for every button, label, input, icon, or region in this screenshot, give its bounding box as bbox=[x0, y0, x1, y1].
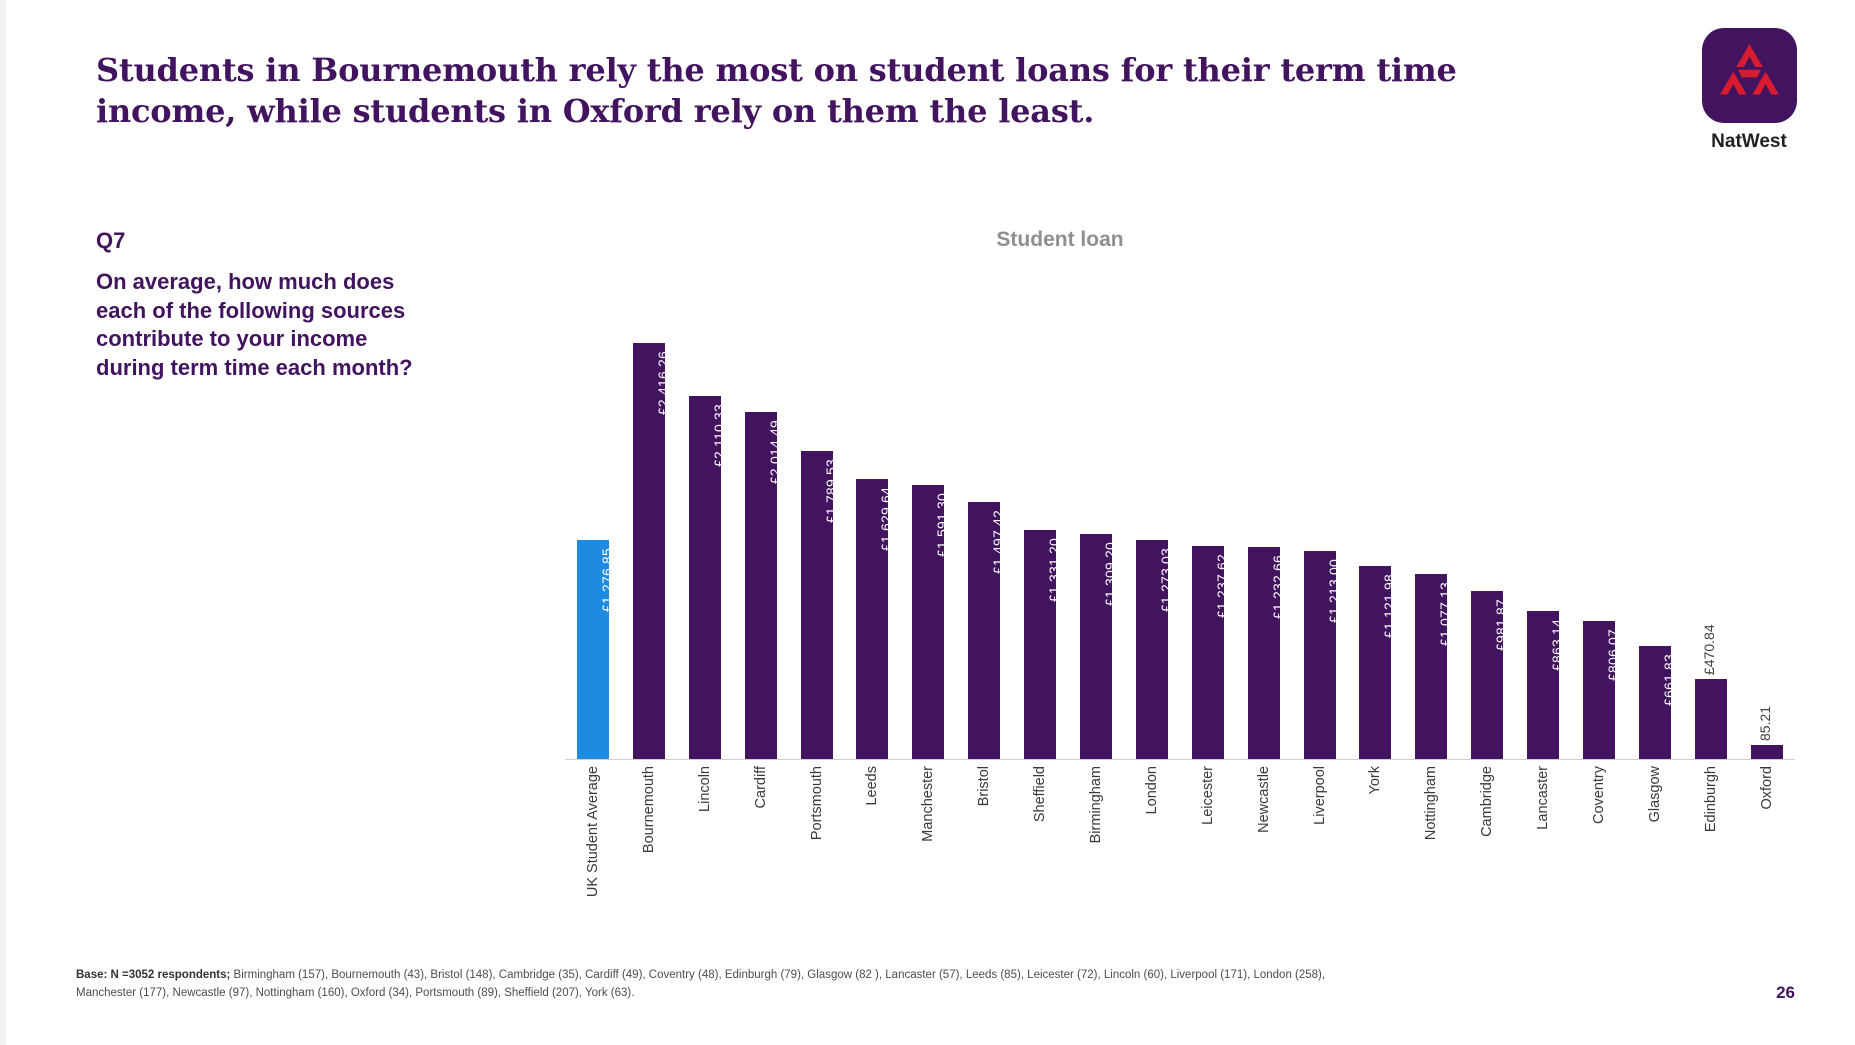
bar bbox=[1080, 534, 1118, 760]
bar-column bbox=[677, 320, 733, 760]
bar-column bbox=[1459, 320, 1515, 760]
category-label bbox=[565, 762, 621, 992]
bar-value-label: £1,331.20 bbox=[1046, 538, 1063, 603]
bar bbox=[856, 479, 895, 760]
bar-column bbox=[733, 320, 789, 760]
slide-left-edge bbox=[0, 0, 6, 1045]
bar-value-label: £1,309.20 bbox=[1101, 542, 1118, 607]
category-label-text: Edinburgh bbox=[1702, 766, 1719, 833]
bar bbox=[1527, 611, 1566, 760]
bar-column bbox=[1627, 320, 1683, 760]
bar-value-label: £1,629.64 bbox=[878, 486, 895, 551]
bar-column bbox=[1571, 320, 1627, 760]
category-label-text: London bbox=[1143, 766, 1160, 815]
bar bbox=[1751, 706, 1783, 760]
chart-axis-line bbox=[565, 759, 1795, 760]
category-label bbox=[733, 762, 789, 992]
bar-column bbox=[1124, 320, 1180, 760]
bar-value-label: £1,273.03 bbox=[1157, 548, 1174, 613]
bar-column bbox=[956, 320, 1012, 760]
bar bbox=[1639, 646, 1677, 760]
category-label-text: Bristol bbox=[976, 766, 993, 807]
bar bbox=[801, 451, 839, 760]
bar bbox=[1024, 530, 1063, 760]
bar bbox=[1583, 621, 1621, 760]
category-label bbox=[1459, 762, 1515, 992]
category-label-text: Coventry bbox=[1590, 766, 1607, 825]
category-label bbox=[1683, 762, 1739, 992]
bar-column bbox=[1012, 320, 1068, 760]
bar-value-label: £1,232.66 bbox=[1269, 555, 1286, 620]
category-label-text: Bournemouth bbox=[640, 766, 657, 854]
bar bbox=[1136, 540, 1174, 760]
category-label-text: Lancaster bbox=[1535, 766, 1552, 830]
bar-value-label: 85.21 bbox=[1756, 706, 1773, 742]
bar-value-label: £2,110.33 bbox=[710, 403, 727, 467]
bar bbox=[968, 502, 1007, 760]
category-label-text: Glasgow bbox=[1646, 766, 1663, 823]
bar-value-label: £2,416.26 bbox=[654, 351, 671, 416]
bar-column bbox=[1515, 320, 1571, 760]
bar-column bbox=[621, 320, 677, 760]
question-number: Q7 bbox=[96, 228, 126, 253]
category-label-text: Lincoln bbox=[696, 766, 713, 812]
bar-column bbox=[900, 320, 956, 760]
bar bbox=[1192, 546, 1230, 760]
bar-column bbox=[789, 320, 845, 760]
category-label-text: Portsmouth bbox=[808, 766, 825, 841]
category-label-text: Liverpool bbox=[1311, 766, 1328, 825]
natwest-cube-icon bbox=[1702, 28, 1797, 123]
category-label-text: York bbox=[1367, 766, 1384, 795]
category-label-text: Manchester bbox=[920, 766, 937, 842]
question-block bbox=[96, 228, 426, 382]
category-label-text: UK Student Average bbox=[584, 766, 601, 898]
category-label bbox=[1515, 762, 1571, 992]
brand-logo bbox=[1695, 28, 1803, 153]
category-label bbox=[900, 762, 956, 992]
bar bbox=[1471, 591, 1510, 760]
bar-column bbox=[1068, 320, 1124, 760]
footnote-base-label: Base: N =3052 respondents; bbox=[76, 969, 231, 982]
category-label-text: Oxford bbox=[1758, 766, 1775, 810]
category-label bbox=[1236, 762, 1292, 992]
category-label bbox=[1180, 762, 1236, 992]
category-label-text: Newcastle bbox=[1255, 766, 1272, 833]
chart-title: Student loan bbox=[996, 228, 1124, 251]
bar-column bbox=[844, 320, 900, 760]
category-label bbox=[677, 762, 733, 992]
bar-chart bbox=[565, 300, 1795, 760]
bar bbox=[633, 343, 671, 760]
bar-value-label: £1,276.85 bbox=[598, 547, 615, 612]
question-text: On average, how much does each of the following sources contribute to your income during term time each month? bbox=[96, 269, 413, 380]
bar-column bbox=[1347, 320, 1403, 760]
bar-value-label: £661.83 bbox=[1660, 653, 1677, 706]
category-label bbox=[1068, 762, 1124, 992]
bar-value-label: £1,789.53 bbox=[822, 459, 839, 524]
bar-value-label: £2,014.49 bbox=[766, 420, 783, 485]
category-label bbox=[1012, 762, 1068, 992]
bar-value-label: £1,237.62 bbox=[1213, 554, 1230, 619]
category-label bbox=[956, 762, 1012, 992]
category-label-text: Leicester bbox=[1199, 766, 1216, 825]
bar-column bbox=[1739, 320, 1795, 760]
bar-value-label: £863.14 bbox=[1549, 619, 1566, 672]
category-label-text: Leeds bbox=[864, 766, 881, 806]
bar bbox=[1415, 574, 1454, 760]
bar-column bbox=[1180, 320, 1236, 760]
footnote bbox=[76, 967, 1376, 1003]
bar bbox=[577, 540, 615, 760]
category-label bbox=[789, 762, 845, 992]
footnote-detail: Birmingham (157), Bournemouth (43), Bristol (148), Cambridge (35), Cardiff (49), Coventry (48), Edinburgh (79), Glasgow (82 ), Lancaster (57), Leeds (85), Leicester (72), Lincoln (60), Liverpool (171), London (258), Manchester (177), Newcastle (97), Nottingham (160), Oxford (34), Portsmouth (89), Sheffield (207), York (63). bbox=[76, 969, 1326, 1000]
bar bbox=[689, 396, 727, 760]
category-label bbox=[1292, 762, 1348, 992]
bar-column bbox=[565, 320, 621, 760]
bar-value-label: £1,497.42 bbox=[990, 509, 1007, 574]
bar bbox=[1695, 624, 1727, 760]
bar-value-label: £1,077.13 bbox=[1437, 582, 1454, 647]
category-label-text: Nottingham bbox=[1423, 766, 1440, 841]
category-label bbox=[844, 762, 900, 992]
bar-value-label: £1,591.30 bbox=[934, 493, 951, 558]
page-number: 26 bbox=[1776, 983, 1795, 1002]
chart-category-axis bbox=[565, 762, 1795, 992]
bar bbox=[1359, 566, 1398, 760]
bar bbox=[1248, 547, 1286, 760]
bar-value-label: £1,213.00 bbox=[1325, 558, 1342, 623]
category-label bbox=[1627, 762, 1683, 992]
bar-column bbox=[1683, 320, 1739, 760]
category-label bbox=[1403, 762, 1459, 992]
category-label bbox=[1571, 762, 1627, 992]
bar-value-label: £1,121.98 bbox=[1381, 574, 1398, 639]
category-label-text: Birmingham bbox=[1087, 766, 1104, 844]
category-label-text: Cardiff bbox=[752, 766, 769, 809]
category-label bbox=[1124, 762, 1180, 992]
bar bbox=[745, 412, 783, 760]
page-title: Students in Bournemouth rely the most on student loans for their term time income, while students in Oxford rely on them the least. bbox=[96, 51, 1457, 130]
category-label bbox=[1347, 762, 1403, 992]
bar-column bbox=[1403, 320, 1459, 760]
bar-value-label: £470.84 bbox=[1700, 624, 1717, 675]
bar-column bbox=[1236, 320, 1292, 760]
bar-value-label: £806.07 bbox=[1604, 628, 1621, 681]
bar-value-label: £981.87 bbox=[1493, 598, 1510, 651]
category-label-text: Sheffield bbox=[1032, 766, 1049, 823]
category-label bbox=[1739, 762, 1795, 992]
chart-plot-area bbox=[565, 320, 1795, 760]
category-label-text: Cambridge bbox=[1479, 766, 1496, 837]
bar bbox=[912, 485, 951, 760]
category-label bbox=[621, 762, 677, 992]
bar bbox=[1304, 551, 1342, 760]
brand-name: NatWest bbox=[1711, 131, 1787, 152]
bar-column bbox=[1292, 320, 1348, 760]
